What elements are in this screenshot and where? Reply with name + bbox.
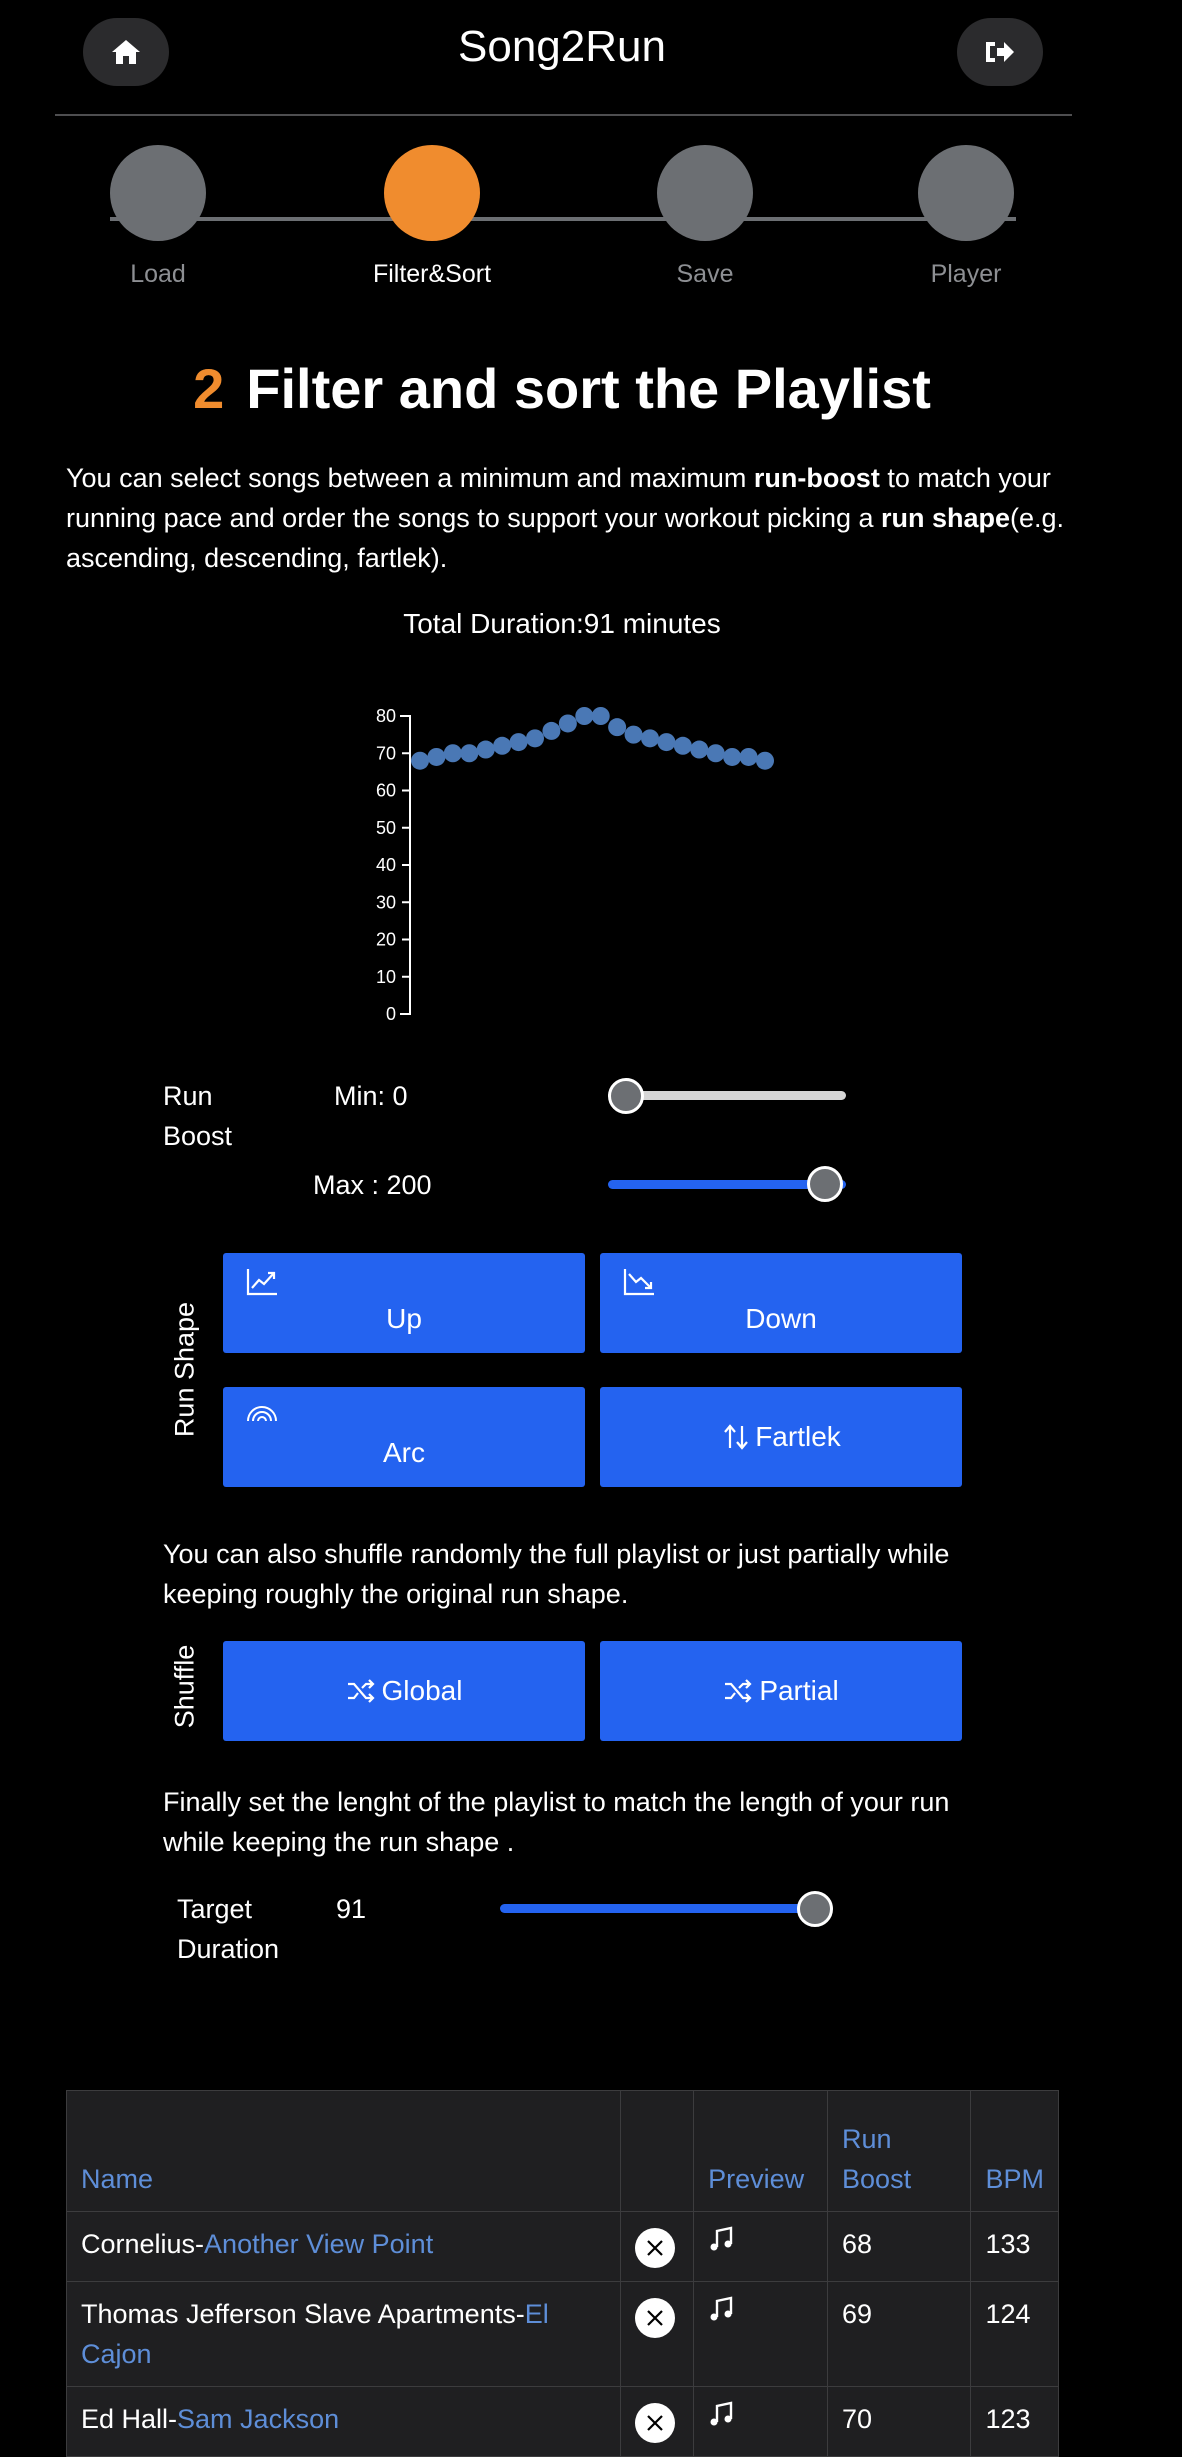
target-slider-track[interactable] (500, 1904, 815, 1913)
y-tick-label: 70 (375, 743, 396, 764)
remove-song-button[interactable] (635, 2228, 675, 2268)
logout-icon (983, 38, 1017, 66)
step-dot-load[interactable] (110, 145, 206, 241)
shuffle-partial-button[interactable] (600, 1641, 962, 1741)
y-tick-label: 10 (375, 966, 396, 987)
step-label-player: Player (930, 260, 1002, 288)
target-duration-label (177, 1889, 279, 1969)
run-shape-label: Run Shape (169, 1301, 200, 1438)
song-name-cell (67, 2387, 621, 2457)
data-point (559, 714, 577, 732)
table-row (67, 2387, 1059, 2457)
y-tick-label: 50 (375, 817, 396, 838)
remove-cell (621, 2212, 694, 2282)
target-label-line2: Duration (177, 1934, 280, 1964)
data-point (707, 744, 725, 762)
step-label-filter-sort: Filter&Sort (372, 260, 492, 288)
shuffle-icon (346, 1678, 376, 1704)
remove-song-button[interactable] (635, 2298, 675, 2338)
max-label: Max : 200 (313, 1170, 432, 1200)
step-number: 2 (193, 357, 225, 420)
y-tick-label: 60 (375, 780, 396, 801)
bpm-cell: 124 (971, 2282, 1059, 2387)
remove-song-button[interactable] (635, 2403, 675, 2443)
data-point (657, 733, 675, 751)
data-point (641, 729, 659, 747)
header-preview[interactable]: Preview (694, 2091, 828, 2212)
music-note-icon[interactable] (708, 2225, 736, 2253)
shuffle-label: Shuffle (169, 1644, 200, 1729)
y-tick-label: 40 (375, 855, 396, 875)
preview-cell (694, 2282, 828, 2387)
table-row (67, 2282, 1059, 2387)
close-icon (645, 2308, 665, 2328)
intro-text (66, 458, 1076, 578)
shuffle-description: You can also shuffle randomly the full playlist or just partially while keeping roughly the original run shape. (163, 1539, 950, 1609)
data-point (625, 726, 643, 744)
shape-arc-button[interactable] (223, 1387, 585, 1487)
target-description: Finally set the lenght of the playlist to match the length of your run while keeping the run shape . (163, 1787, 950, 1857)
shuffle-icon (723, 1678, 753, 1704)
header-name[interactable]: Name (67, 2091, 621, 2212)
max-slider-thumb[interactable] (807, 1166, 843, 1202)
song-name-cell (67, 2282, 621, 2387)
target-label-line1: Target (177, 1894, 253, 1924)
target-duration-value: 91 (336, 1894, 367, 1924)
run-boost-label (163, 1076, 232, 1156)
data-point (575, 707, 593, 725)
song-name-cell (67, 2212, 621, 2282)
table-header-row (67, 2091, 1059, 2212)
shape-fartlek-button[interactable] (600, 1387, 962, 1487)
trend-down-icon (622, 1267, 656, 1297)
run-boost-cell: 69 (828, 2282, 971, 2387)
app-title: Song2Run (458, 22, 666, 71)
run-boost-label-line2: Boost (163, 1121, 233, 1151)
music-note-icon[interactable] (708, 2400, 736, 2428)
bpm-cell: 123 (971, 2387, 1059, 2457)
bpm-cell: 133 (971, 2212, 1059, 2282)
data-point (674, 737, 692, 755)
header-bpm[interactable]: BPM (971, 2091, 1059, 2212)
total-duration: Total Duration:91 minutes (403, 608, 721, 639)
data-point (477, 741, 495, 759)
y-tick-label: 30 (375, 892, 396, 913)
song-title-link[interactable]: Sam Jackson (177, 2404, 340, 2434)
shape-down-label: Down (745, 1303, 817, 1334)
close-icon (645, 2413, 665, 2433)
data-point (444, 744, 462, 762)
intro-part3: (e.g. ascending, descending, fartlek). (66, 503, 1065, 573)
data-point (690, 741, 708, 759)
header-run-boost[interactable] (828, 2091, 971, 2212)
data-point (740, 748, 758, 766)
intro-part1: You can select songs between a minimum and maximum (66, 463, 754, 493)
target-slider-thumb[interactable] (797, 1891, 833, 1927)
song-artist: Cornelius- (81, 2229, 205, 2259)
playlist-table (66, 2090, 1059, 2457)
y-tick-label: 20 (375, 929, 396, 950)
y-tick-label: 0 (385, 1004, 396, 1024)
step-label-save: Save (676, 260, 734, 288)
intro-bold-run-shape: run shape (881, 503, 1011, 533)
run-boost-chart (350, 700, 800, 1030)
shuffle-global-label: Global (381, 1675, 463, 1706)
remove-cell (621, 2387, 694, 2457)
shape-fartlek-label: Fartlek (755, 1421, 841, 1452)
preview-cell (694, 2212, 828, 2282)
remove-cell (621, 2282, 694, 2387)
shuffle-partial-label: Partial (759, 1675, 839, 1706)
run-boost-label-line1: Run (163, 1081, 213, 1111)
step-label-load: Load (130, 260, 186, 288)
data-point (526, 729, 544, 747)
preview-cell (694, 2387, 828, 2457)
stepper-track (110, 217, 1016, 221)
header-run-boost-line2: Boost (842, 2164, 912, 2194)
step-dot-save[interactable] (657, 145, 753, 241)
data-point (493, 737, 511, 755)
step-dot-player[interactable] (918, 145, 1014, 241)
page-title-text: Filter and sort the Playlist (246, 357, 931, 420)
song-artist: Thomas Jefferson Slave Apartments- (81, 2299, 525, 2329)
shape-up-button[interactable] (223, 1253, 585, 1353)
shape-up-label: Up (386, 1303, 422, 1334)
close-icon (645, 2238, 665, 2258)
data-point (723, 748, 741, 766)
data-point (756, 752, 774, 770)
shuffle-global-button[interactable] (223, 1641, 585, 1741)
shape-down-button[interactable] (600, 1253, 962, 1353)
run-boost-cell: 68 (828, 2212, 971, 2282)
data-point (510, 733, 528, 751)
min-label: Min: 0 (334, 1081, 408, 1111)
step-dot-filter-sort[interactable] (384, 145, 480, 241)
data-point (427, 748, 445, 766)
data-point (411, 752, 429, 770)
page-title (0, 356, 1124, 421)
header-divider (55, 114, 1072, 116)
song-artist: Ed Hall- (81, 2404, 178, 2434)
music-note-icon[interactable] (708, 2295, 736, 2323)
data-point (592, 707, 610, 725)
y-tick-label: 80 (375, 706, 396, 726)
header-remove (621, 2091, 694, 2212)
rainbow-icon (245, 1401, 279, 1423)
trend-up-icon (245, 1267, 279, 1297)
intro-part2: to match your running pace and order the songs to support your workout picking a (66, 463, 1051, 533)
song-title-link[interactable]: El Cajon (81, 2299, 549, 2369)
logout-button[interactable] (957, 18, 1043, 86)
song-title-link[interactable]: Another View Point (204, 2229, 434, 2259)
swap-vertical-icon (721, 1422, 751, 1452)
shape-arc-label: Arc (383, 1437, 425, 1468)
header-run-boost-line1: Run (842, 2124, 892, 2154)
data-point (460, 744, 478, 762)
data-point (542, 722, 560, 740)
intro-bold-run-boost: run-boost (753, 463, 880, 493)
data-point (608, 718, 626, 736)
min-slider-thumb[interactable] (608, 1078, 644, 1114)
table-row (67, 2212, 1059, 2282)
run-boost-cell: 70 (828, 2387, 971, 2457)
